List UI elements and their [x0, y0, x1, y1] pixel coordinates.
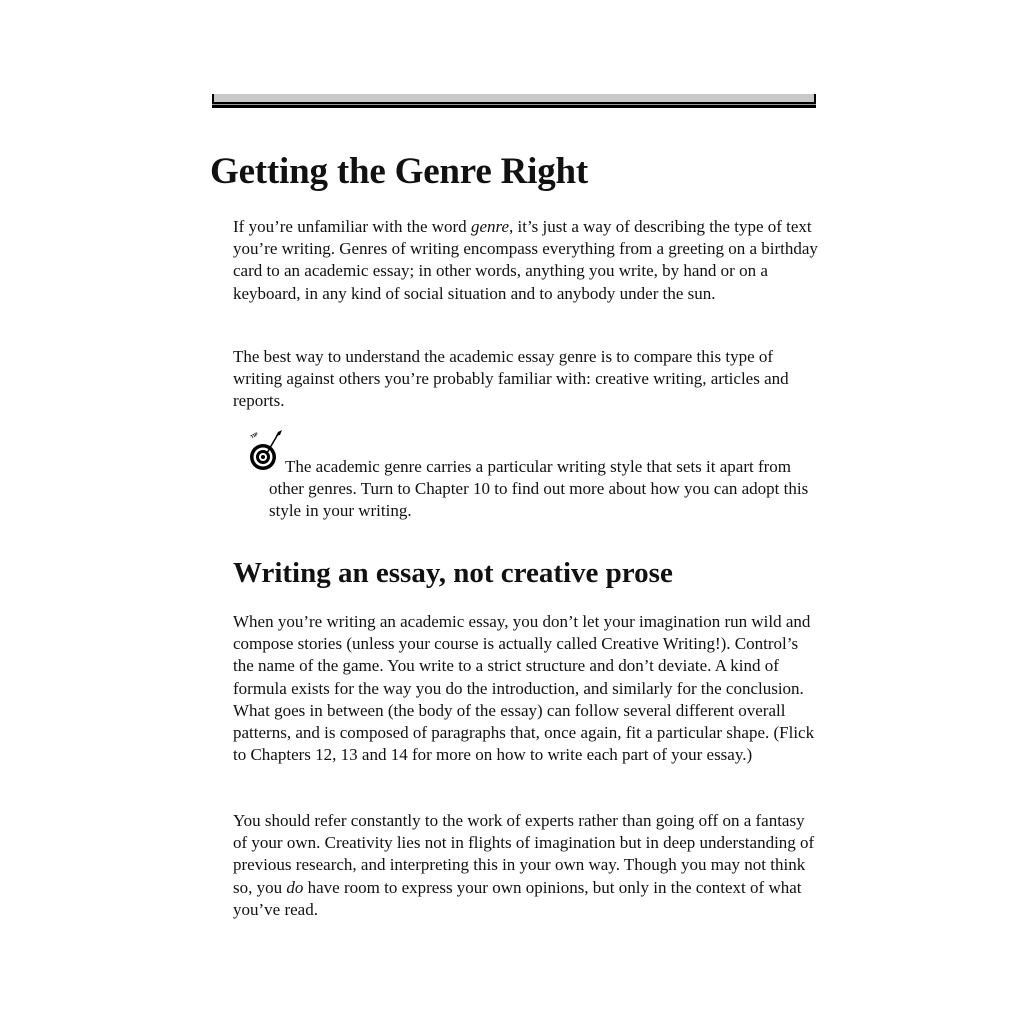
- header-rule-line: [212, 105, 816, 108]
- header-rule: [212, 92, 816, 108]
- body-paragraph: [233, 810, 818, 921]
- tip-icon-label: TIP: [249, 431, 260, 441]
- paragraph-text-run: have room to express your own opinions, but only in the context of what you’ve read.: [233, 877, 802, 919]
- paragraph-text: When you’re writing an academic essay, you don’t let your imagination run wild and compose stories (unless your course is actually called Creative Writing!). Control’s the name of the game. You write to a strict structure and don’t deviate. A kind of formula exists for the way you do the introduction, and similarly for the conclusion. What goes in between (the body of the essay) can follow several different overall patterns, and is composed of paragraphs that, once again, fit a particular shape. (Flick to Chapters 12, 13 and 14 for more on how to write each part of your essay.): [233, 612, 815, 765]
- section-heading: Writing an essay, not creative prose: [233, 557, 673, 589]
- paragraph-text-run: If you’re unfamiliar with the word: [233, 217, 471, 236]
- body-paragraph: [233, 216, 818, 305]
- body-paragraph: [233, 611, 818, 766]
- body-paragraph: [233, 346, 818, 413]
- header-rule-fill: [214, 94, 814, 102]
- paragraph-text: [233, 810, 818, 921]
- paragraph-text-run: , it’s just a way of describing the type of text you’re writing. Genres of writing encompass everything from a greeting on a birthday card to an academic essay; in other words, anything you write, by hand or on a keyboard, in any kind of social situation and to anybody under the sun.: [233, 217, 818, 303]
- paragraph-text: [233, 216, 818, 305]
- paragraph-text-run: You should refer constantly to the work of experts rather than going off on a fantasy of your own. Creativity lies not in flights of imagination but in deep understanding of previous research, and interpreting this in your own way. Though you may not think so, you: [233, 811, 815, 897]
- tip-text: The academic genre carries a particular writing style that sets it apart from other genres. Turn to Chapter 10 to find out more about how you can adopt this style in your writing.: [269, 457, 809, 521]
- paragraph-text: The best way to understand the academic essay genre is to compare this type of writing against others you’re probably familiar with: creative writing, articles and reports.: [233, 347, 789, 411]
- emphasized-word: genre: [470, 217, 510, 236]
- emphasized-word: do: [286, 877, 304, 897]
- page-title: Getting the Genre Right: [210, 151, 589, 192]
